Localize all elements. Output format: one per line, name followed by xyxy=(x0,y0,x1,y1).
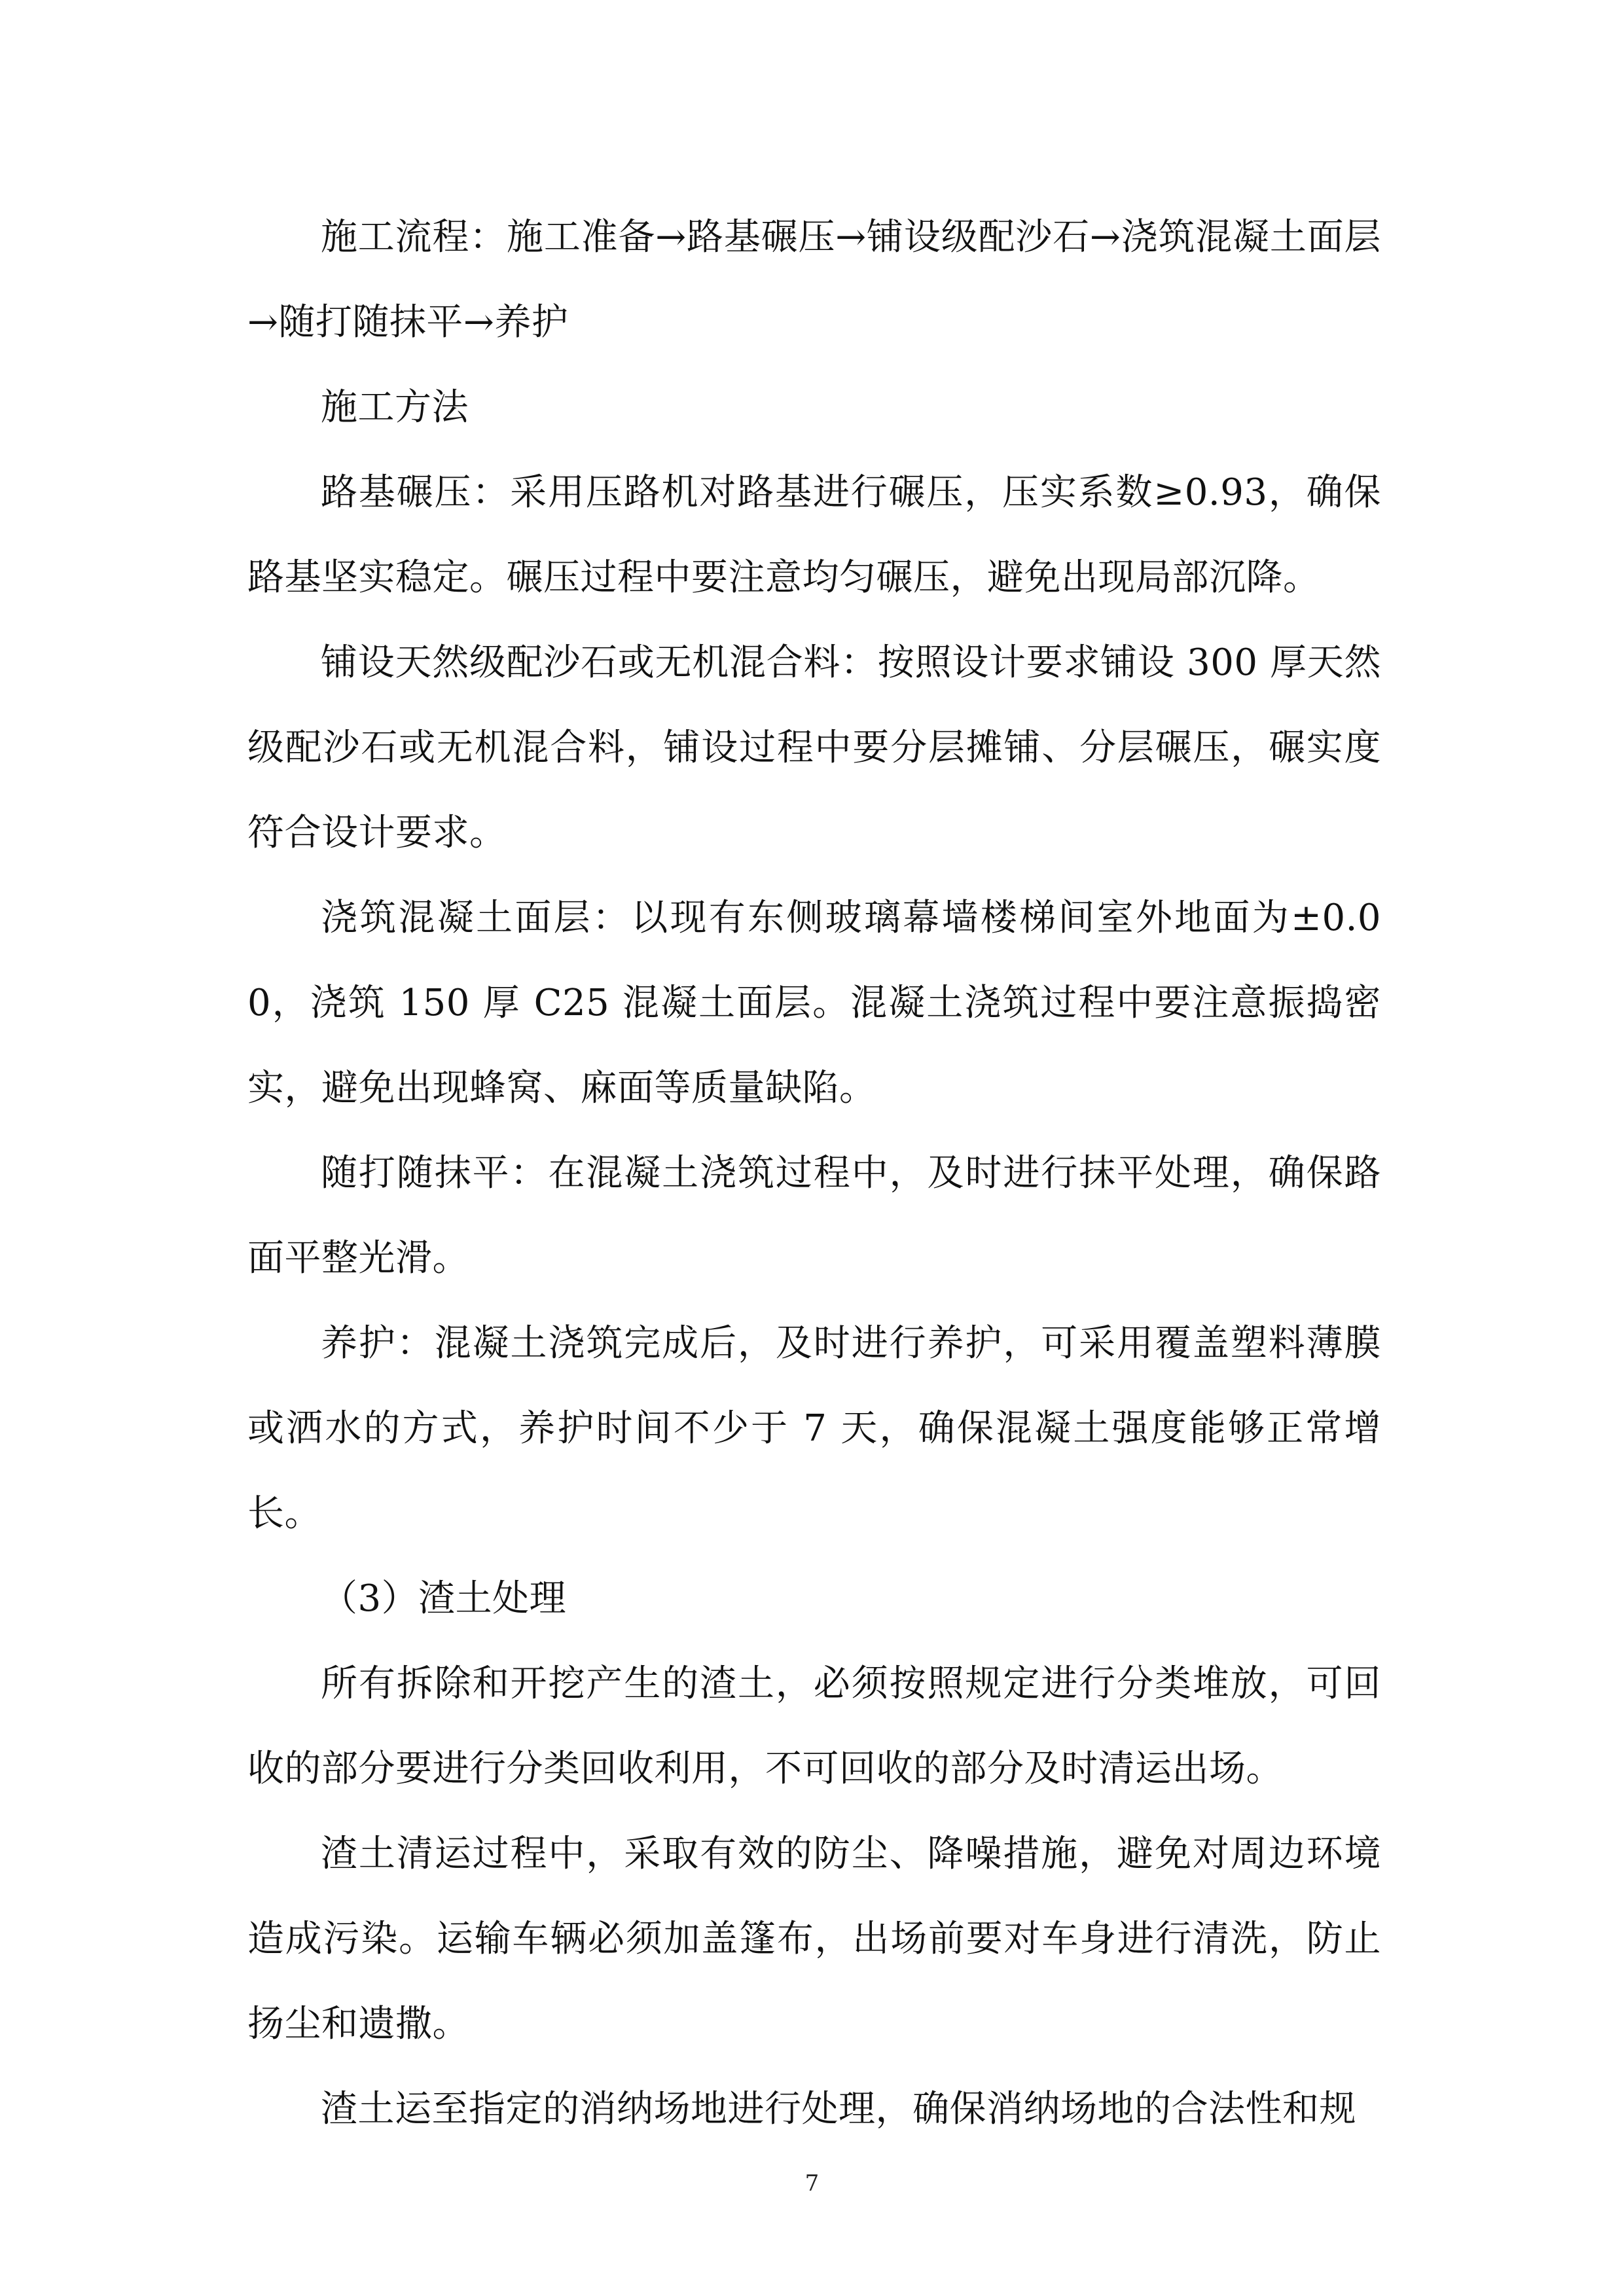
paragraph-muck-sorting: 所有拆除和开挖产生的渣土，必须按照规定进行分类堆放，可回收的部分要进行分类回收利用，不可回收的部分及时清运出场。 xyxy=(247,1662,1381,1790)
paragraph-subgrade-compaction: 路基碾压：采用压路机对路基进行碾压，压实系数≥0.93，确保路基坚实稳定。碾压过程中要注意均匀碾压，避免出现局部沉降。 xyxy=(247,471,1381,599)
paragraph-troweling: 随打随抹平：在混凝土浇筑过程中，及时进行抹平处理，确保路面平整光滑。 xyxy=(247,1152,1381,1280)
body-text xyxy=(247,195,1381,2152)
paragraph-concrete-pouring: 浇筑混凝土面层：以现有东侧玻璃幕墙楼梯间室外地面为±0.00，浇筑 150 厚 C25 混凝土面层。混凝土浇筑过程中要注意振捣密实，避免出现蜂窝、麻面等质量缺陷。 xyxy=(247,897,1381,1109)
paragraph-curing: 养护：混凝土浇筑完成后，及时进行养护，可采用覆盖塑料薄膜或洒水的方式，养护时间不少于 7 天，确保混凝土强度能够正常增长。 xyxy=(247,1322,1381,1535)
section-heading-muck-treatment: （3）渣土处理 xyxy=(321,1577,567,1620)
paragraph-construction-process: 施工流程：施工准备→路基碾压→铺设级配沙石→浇筑混凝土面层→随打随抹平→养护 xyxy=(247,216,1381,344)
page-number: 7 xyxy=(804,2170,820,2197)
paragraph-muck-transport: 渣土清运过程中，采取有效的防尘、降噪措施，避免对周边环境造成污染。运输车辆必须加盖篷布，出场前要对车身进行清洗，防止扬尘和遗撒。 xyxy=(247,1833,1381,2045)
paragraph-gravel-laying: 铺设天然级配沙石或无机混合料：按照设计要求铺设 300 厚天然级配沙石或无机混合料，铺设过程中要分层摊铺、分层碾压，碾实度符合设计要求。 xyxy=(247,641,1381,854)
paragraph-construction-method-heading: 施工方法 xyxy=(321,386,469,429)
paragraph-muck-disposal: 渣土运至指定的消纳场地进行处理，确保消纳场地的合法性和规 xyxy=(321,2088,1356,2130)
